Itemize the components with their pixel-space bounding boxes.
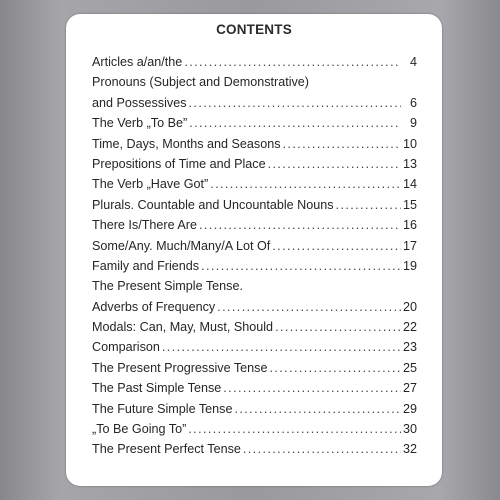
- toc-entry: [92, 300, 417, 320]
- toc-entry-title: The Present Progressive Tense: [92, 360, 268, 375]
- toc-entry-page: 20: [402, 299, 417, 314]
- dot-leader: [234, 402, 401, 416]
- toc-entry: [92, 259, 417, 279]
- toc-entry-title: „To Be Going To”: [92, 422, 187, 437]
- toc-entry-title: The Present Simple Tense.: [92, 279, 243, 294]
- toc-entry-page: 27: [402, 381, 417, 396]
- toc-entry-title: Prepositions of Time and Place: [92, 156, 266, 171]
- dot-leader: [269, 361, 401, 375]
- toc-entry: [92, 422, 417, 442]
- toc-entry-page: 32: [402, 442, 417, 457]
- toc-entry-title: The Future Simple Tense: [92, 401, 233, 416]
- dot-leader: [217, 300, 401, 314]
- dot-leader: [275, 320, 401, 334]
- toc-entry-page: 30: [402, 422, 417, 437]
- dot-leader: [283, 137, 401, 151]
- dot-leader: [189, 116, 401, 130]
- toc-entry: [92, 442, 417, 462]
- toc-list: [92, 55, 417, 463]
- dot-leader: [184, 55, 401, 69]
- toc-entry-title: Articles a/an/the: [92, 55, 183, 69]
- page-title: CONTENTS: [216, 22, 292, 37]
- toc-entry-title: Pronouns (Subject and Demonstrative): [92, 75, 310, 90]
- toc-entry-page: 22: [402, 320, 417, 335]
- dot-leader: [162, 340, 401, 354]
- toc-entry: [92, 361, 417, 381]
- toc-entry-title: Comparison: [92, 340, 160, 355]
- toc-entry: [92, 402, 417, 422]
- toc-entry-title: Time, Days, Months and Seasons: [92, 136, 281, 151]
- toc-entry-page: 14: [402, 177, 417, 192]
- dot-leader: [210, 177, 401, 191]
- toc-entry-title: The Present Perfect Tense: [92, 442, 241, 457]
- toc-entry: [92, 157, 417, 177]
- toc-entry: [92, 75, 417, 95]
- toc-entry-title: and Possessives: [92, 95, 187, 110]
- toc-entry: [92, 381, 417, 401]
- toc-entry-title: Modals: Can, May, Must, Should: [92, 320, 274, 335]
- toc-entry-page: 9: [409, 116, 417, 131]
- toc-entry-title: Adverbs of Frequency: [92, 299, 216, 314]
- toc-entry-page: 16: [402, 218, 417, 233]
- toc-entry-page: 23: [402, 340, 417, 355]
- dot-leader: [223, 381, 401, 395]
- dot-leader: [201, 259, 401, 273]
- toc-entry: [92, 177, 417, 197]
- dot-leader: [336, 198, 401, 212]
- toc-entry-title: Family and Friends: [92, 258, 200, 273]
- toc-entry-title: Plurals. Countable and Uncountable Nouns: [92, 197, 334, 212]
- toc-entry: [92, 198, 417, 218]
- dot-leader: [188, 422, 401, 436]
- dot-leader: [268, 157, 401, 171]
- toc-entry: [92, 137, 417, 157]
- toc-entry-title: The Verb „To Be”: [92, 116, 188, 131]
- toc-entry-page: 25: [402, 360, 417, 375]
- toc-entry-page: 17: [402, 238, 417, 253]
- toc-entry: [92, 116, 417, 136]
- toc-entry: [92, 96, 417, 116]
- dot-leader: [189, 96, 401, 110]
- toc-entry-title: Some/Any. Much/Many/A Lot Of: [92, 238, 271, 253]
- dot-leader: [199, 218, 401, 232]
- toc-entry-title: The Past Simple Tense: [92, 381, 222, 396]
- toc-entry-page: 19: [402, 258, 417, 273]
- toc-entry-page: 6: [409, 95, 417, 110]
- toc-entry: [92, 320, 417, 340]
- toc-entry: [92, 340, 417, 360]
- toc-entry-page: 10: [402, 136, 417, 151]
- toc-entry: [92, 239, 417, 259]
- toc-entry: [92, 279, 417, 299]
- toc-entry-title: There Is/There Are: [92, 218, 197, 233]
- toc-entry-title: The Verb „Have Got”: [92, 177, 209, 192]
- toc-entry-page: 4: [409, 55, 417, 69]
- toc-entry-page: 13: [402, 156, 417, 171]
- toc-entry-page: 29: [402, 401, 417, 416]
- dot-leader: [243, 442, 401, 456]
- toc-entry: [92, 55, 417, 75]
- toc-entry-page: 15: [402, 197, 417, 212]
- toc-entry: [92, 218, 417, 238]
- contents-page: [66, 14, 442, 486]
- dot-leader: [272, 239, 401, 253]
